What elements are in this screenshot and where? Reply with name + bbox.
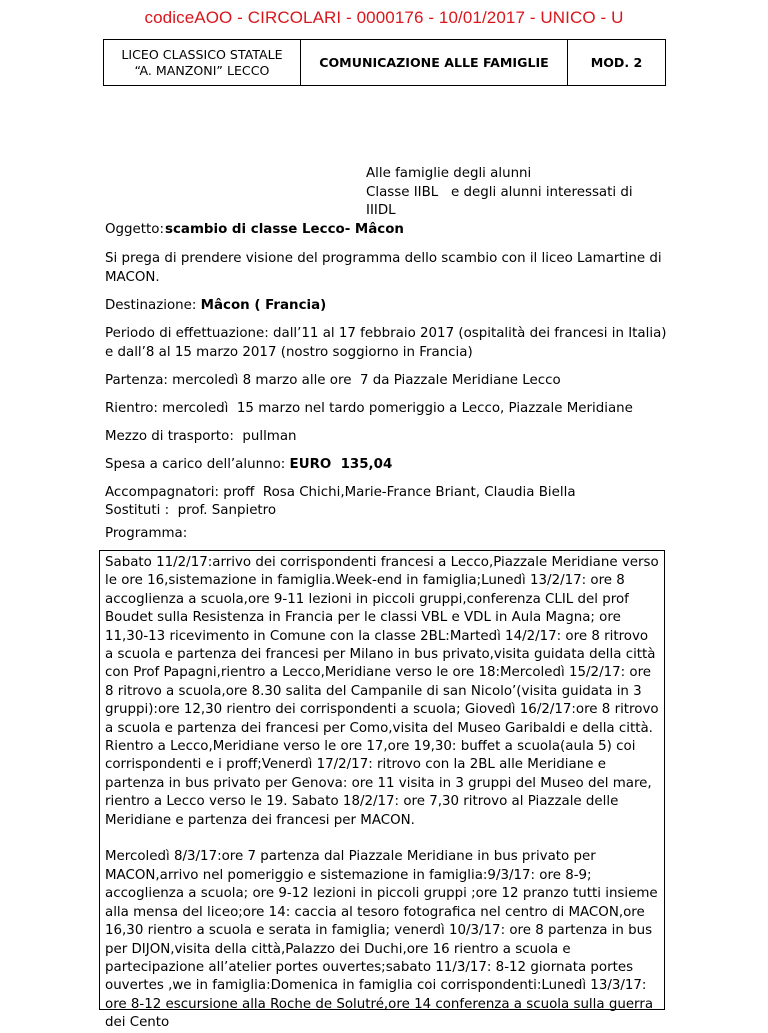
program-paragraph-march: Mercoledì 8/3/17:ore 7 partenza dal Piazzale Meridiane in bus privato per MACON,arrivo nel pomeriggio e sistemazione in famiglia:9/3/17: ore 8-9; accoglienza a scuola; ore 9-12 lezioni in piccoli gruppi ;ore 12 pranzo tutti insieme alla mensa del liceo;ore 14: caccia al tesoro fotografica nel centro di MACON,ore 16,30 rientro a scuola e serata in famiglia; venerdì 10/3/17: ore 8 partenza in bus per DIJON,visita della città,Palazzo dei Duchi,ore 16 rientro a scuola e partecipazione all’atelier portes ouvertes;sabato 11/3/17: 8-12 giornata portes ouvertes ,we in famiglia:Domenica in famiglia coi corrispondenti:Lunedì 13/3/17: ore 8-12 escursione alla Roche de Solutré,ore 14 conferenza a scuola sulla guerra dei Cento <box>105 849 658 1031</box>
period-text: Periodo di effettuazione: dall’11 al 17 febbraio 2017 (ospitalità dei francesi in Italia) e dall’8 al 15 marzo 2017 (nostro soggiorno in Francia) <box>105 326 667 360</box>
subject-text: scambio di classe Lecco- Mâcon <box>165 222 404 237</box>
subject-label: Oggetto: <box>105 222 164 237</box>
cost-line <box>105 456 668 475</box>
module-number: MOD. 2 <box>568 40 666 86</box>
school-name-line1: LICEO CLASSICO STATALE <box>121 46 283 62</box>
school-name <box>104 40 301 86</box>
companions-text: Accompagnatori: proff Rosa Chichi,Marie-France Briant, Claudia Biella <box>105 485 576 500</box>
return-text: Rientro: mercoledì 15 marzo nel tardo pomeriggio a Lecco, Piazzale Meridiane <box>105 401 633 416</box>
substitutes-text: Sostituti : prof. Sanpietro <box>105 503 277 518</box>
addressee-line3: IIIDL <box>366 203 396 219</box>
destination-label: Destinazione: <box>105 298 197 313</box>
destination-line <box>105 297 668 316</box>
program-label: Programma: <box>105 526 188 541</box>
cost-value: EURO 135,04 <box>289 457 393 472</box>
intro-text: Si prega di prendere visione del programma dello scambio con il liceo Lamartine di MACON. <box>105 251 662 285</box>
addressee-line2: Classe IIBL e degli alunni interessati di <box>366 184 633 200</box>
document-title: COMUNICAZIONE ALLE FAMIGLIE <box>301 40 568 86</box>
destination-value: Mâcon ( Francia) <box>200 298 327 313</box>
cost-label: Spesa a carico dell’alunno: <box>105 457 286 472</box>
addressee-line1: Alle famiglie degli alunni <box>366 166 532 181</box>
protocol-stamp: codiceAOO - CIRCOLARI - 0000176 - 10/01/2017 - UNICO - U <box>144 8 624 27</box>
transport-text: Mezzo di trasporto: pullman <box>105 429 297 444</box>
departure-text: Partenza: mercoledì 8 marzo alle ore 7 da Piazzale Meridiane Lecco <box>105 373 561 388</box>
document-header <box>103 39 666 86</box>
program-box <box>99 550 665 1031</box>
addressee-block <box>366 165 664 221</box>
program-paragraph-february: Sabato 11/2/17:arrivo dei corrispondenti francesi a Lecco,Piazzale Meridiane verso le ore 16,sistemazione in famiglia.Week-end in famiglia;Lunedì 13/2/17: ore 8 accoglienza a scuola,ore 9-11 lezioni in piccoli gruppi,conferenza CLIL del prof Boudet sulla Resistenza in Francia per le classi VBL e VDL in Aula Magna; ore 11,30-13 ricevimento in Comune con la classe 2BL:Martedì 14/2/17: ore 8 ritrovo a scuola e partenza dei francesi per Milano in bus privato,visita guidata della città con Prof Papagni,rientro a Lecco,Meridiane verso le ore 18:Mercoledì 15/2/17: ore 8 ritrovo a scuola,ore 8.30 salita del Campanile di san Nicolo’(visita guidata in 3 gruppi):ore 12,30 rientro dei corrispondenti a scuola; Giovedì 16/2/17:ore 8 ritrovo a scuola e partenza dei francesi per Como,visita del Museo Garibaldi e della città. Rientro a Lecco,Meridiane verso le ore 17,ore 19,30: buffet a scuola(aula 5) coi corrispondenti e i proff;Venerdì 17/2/17: ritrovo con la 2BL alle Meridiane e partenza in bus privato per Genova: ore 11 visita in 3 gruppi del Museo del mare, rientro a Lecco verso le 19. Sabato 18/2/17: ore 7,30 ritrovo al Piazzale delle Meridiane e partenza dei francesi per MACON. <box>105 555 659 828</box>
school-name-line2: “A. MANZONI” LECCO <box>134 62 270 78</box>
